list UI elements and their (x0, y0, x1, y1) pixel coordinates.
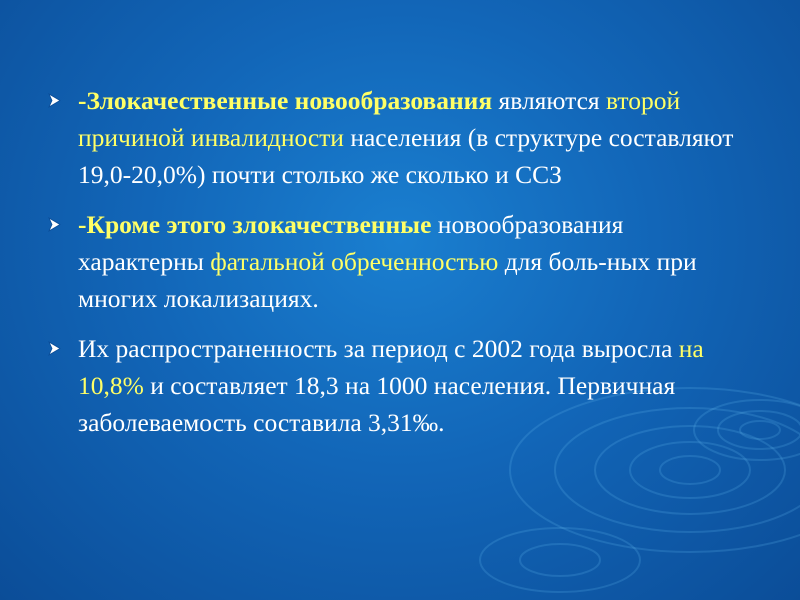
arrow-bullet-icon (48, 217, 61, 232)
bullet-1-text: являются (492, 86, 606, 115)
bullet-1-text: населения (в структуре составляют 19,0-20,0%) почти столько же сколько и ССЗ (78, 123, 734, 189)
bullet-3-highlight: на 10,8% (78, 334, 704, 400)
bullet-2-text: для боль-ных при многих локализациях. (78, 247, 697, 313)
bullet-3-text: и составляет 18,3 на 1000 населения. Первичная заболеваемость составила 3,31‰. (78, 371, 676, 437)
bullet-2-emphasis: -Кроме этого злокачественные (78, 210, 432, 239)
bullet-2-text: новообразования характерны (78, 210, 624, 276)
bullet-item (48, 330, 748, 441)
bullet-1-highlight: второй причиной инвалидности (78, 86, 681, 152)
bullet-3-text: Их распространенность за период с 2002 года выросла (78, 334, 679, 363)
bullet-1-emphasis: -Злокачественные новообразования (78, 86, 493, 115)
bullet-item (48, 82, 748, 193)
bullet-item (48, 206, 748, 317)
arrow-bullet-icon (48, 341, 61, 356)
slide-content (48, 82, 748, 454)
arrow-bullet-icon (48, 93, 61, 108)
bullet-2-highlight: фатальной обреченностью (210, 247, 499, 276)
